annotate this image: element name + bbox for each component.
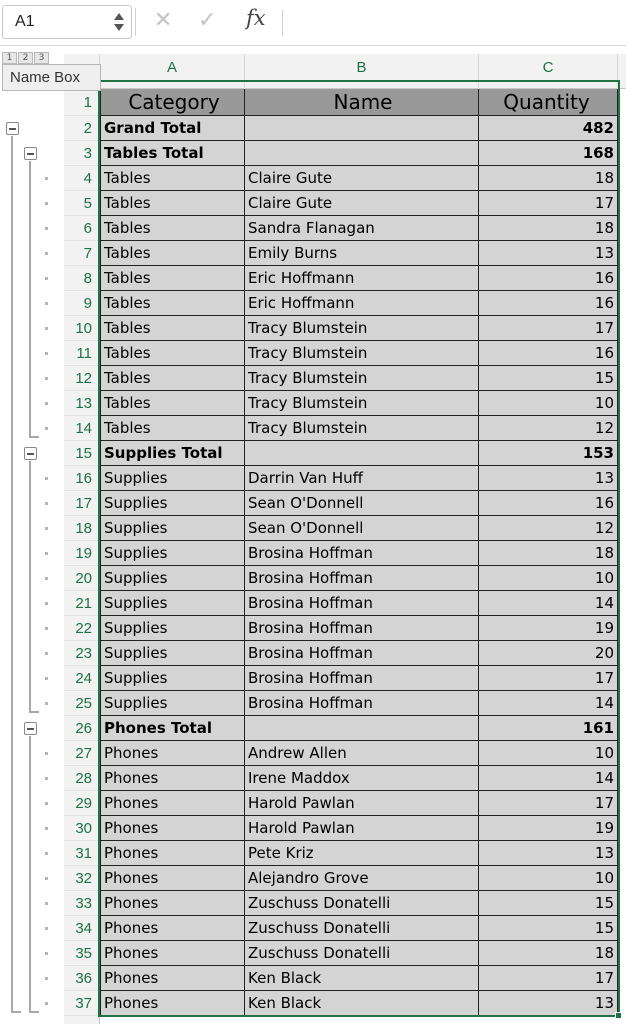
column-header-c[interactable]: C <box>479 54 618 89</box>
cell-category[interactable]: Grand Total <box>100 116 245 141</box>
cell-category[interactable]: Supplies <box>100 616 245 641</box>
table-row <box>100 641 618 666</box>
row-header-29[interactable]: 29 <box>64 791 99 816</box>
outline-detail-dot <box>45 852 48 855</box>
row-header-7[interactable]: 7 <box>64 241 99 266</box>
cell-category[interactable]: Phones <box>100 866 245 891</box>
cell-name[interactable]: Name <box>245 89 479 116</box>
cell-category[interactable]: Phones <box>100 816 245 841</box>
name-box-value: A1 <box>15 13 35 30</box>
row-header-15[interactable]: 15 <box>64 441 99 466</box>
outline-detail-dot <box>45 177 48 180</box>
row-header-17[interactable]: 17 <box>64 491 99 516</box>
table-row <box>100 816 618 841</box>
row-header-27[interactable]: 27 <box>64 741 99 766</box>
formula-bar-divider <box>135 8 136 36</box>
outline-bracket-line <box>11 136 13 1011</box>
cell-category[interactable]: Tables <box>100 191 245 216</box>
cell-quantity[interactable]: 13 <box>479 466 618 491</box>
row-headers <box>64 89 100 1024</box>
cell-name[interactable]: Brosina Hoffman <box>245 666 479 691</box>
row-header-19[interactable]: 19 <box>64 541 99 566</box>
table-row <box>100 766 618 791</box>
insert-function-icon[interactable]: fx <box>246 6 266 30</box>
outline-detail-dot <box>45 577 48 580</box>
cell-quantity[interactable]: 153 <box>479 441 618 466</box>
collapse-group-button[interactable] <box>24 447 37 460</box>
cell-name[interactable]: Zuschuss Donatelli <box>245 891 479 916</box>
header-row <box>100 89 618 116</box>
table-row <box>100 216 618 241</box>
row-header-6[interactable]: 6 <box>64 216 99 241</box>
cell-name[interactable]: Claire Gute <box>245 166 479 191</box>
cell-quantity[interactable]: 16 <box>479 291 618 316</box>
row-header-4[interactable]: 4 <box>64 166 99 191</box>
table-row <box>100 616 618 641</box>
row-header-5[interactable]: 5 <box>64 191 99 216</box>
cell-quantity[interactable]: 16 <box>479 491 618 516</box>
outline-detail-dot <box>45 702 48 705</box>
cell-category[interactable]: Tables <box>100 266 245 291</box>
table-row <box>100 266 618 291</box>
cell-category[interactable]: Tables <box>100 216 245 241</box>
cell-name[interactable]: Tracy Blumstein <box>245 416 479 441</box>
table-row <box>100 291 618 316</box>
cell-quantity[interactable]: 13 <box>479 241 618 266</box>
cell-name[interactable] <box>245 441 479 466</box>
cell-name[interactable] <box>245 716 479 741</box>
outline-detail-dot <box>45 827 48 830</box>
cell-name[interactable]: Irene Maddox <box>245 766 479 791</box>
collapse-group-button[interactable] <box>24 722 37 735</box>
row-header-25[interactable]: 25 <box>64 691 99 716</box>
column-header-b[interactable]: B <box>245 54 479 89</box>
cell-quantity[interactable]: 482 <box>479 116 618 141</box>
outline-detail-dot <box>45 752 48 755</box>
cell-category[interactable]: Phones <box>100 741 245 766</box>
table-row <box>100 241 618 266</box>
table-row <box>100 666 618 691</box>
outline-detail-dot <box>45 302 48 305</box>
table-row <box>100 891 618 916</box>
outline-detail-dot <box>45 927 48 930</box>
name-box[interactable] <box>2 5 132 39</box>
row-header-30[interactable]: 30 <box>64 816 99 841</box>
subtotal-row <box>100 116 618 141</box>
cell-quantity[interactable]: 13 <box>479 991 618 1016</box>
cell-quantity[interactable]: 15 <box>479 916 618 941</box>
cell-name[interactable]: Sean O'Donnell <box>245 516 479 541</box>
outline-detail-dot <box>45 477 48 480</box>
cell-name[interactable]: Eric Hoffmann <box>245 291 479 316</box>
cell-name[interactable]: Eric Hoffmann <box>245 266 479 291</box>
outline-detail-dot <box>45 552 48 555</box>
table-row <box>100 941 618 966</box>
cell-quantity[interactable]: 17 <box>479 666 618 691</box>
cell-name[interactable]: Emily Burns <box>245 241 479 266</box>
cell-quantity[interactable]: 16 <box>479 341 618 366</box>
cell-quantity[interactable]: 161 <box>479 716 618 741</box>
row-header-32[interactable]: 32 <box>64 866 99 891</box>
row-header-28[interactable]: 28 <box>64 766 99 791</box>
cell-category[interactable]: Supplies <box>100 566 245 591</box>
cell-quantity[interactable]: 15 <box>479 891 618 916</box>
name-box-stepper-icon[interactable] <box>113 12 125 34</box>
table-row <box>100 391 618 416</box>
outline-detail-dot <box>45 527 48 530</box>
cell-name[interactable]: Brosina Hoffman <box>245 566 479 591</box>
cell-quantity[interactable]: 10 <box>479 741 618 766</box>
cell-category[interactable]: Phones <box>100 766 245 791</box>
cell-quantity[interactable]: 13 <box>479 841 618 866</box>
outline-detail-dot <box>45 977 48 980</box>
subtotal-row <box>100 716 618 741</box>
table-row <box>100 966 618 991</box>
cell-name[interactable]: Sandra Flanagan <box>245 216 479 241</box>
cell-category[interactable]: Supplies <box>100 591 245 616</box>
cell-quantity[interactable]: 10 <box>479 391 618 416</box>
collapse-group-button[interactable] <box>24 147 37 160</box>
outline-detail-dot <box>45 677 48 680</box>
outline-detail-dot <box>45 202 48 205</box>
outline-detail-dot <box>45 377 48 380</box>
cell-category[interactable]: Category <box>100 89 245 116</box>
cell-category[interactable]: Tables Total <box>100 141 245 166</box>
cell-name[interactable]: Alejandro Grove <box>245 866 479 891</box>
row-header-16[interactable]: 16 <box>64 466 99 491</box>
subtotal-row <box>100 441 618 466</box>
cell-category[interactable]: Supplies <box>100 541 245 566</box>
table-row <box>100 191 618 216</box>
row-header-22[interactable]: 22 <box>64 616 99 641</box>
table-row <box>100 566 618 591</box>
cell-category[interactable]: Tables <box>100 366 245 391</box>
outline-detail-dot <box>45 352 48 355</box>
confirm-icon[interactable]: ✓ <box>198 8 217 33</box>
cell-name[interactable]: Brosina Hoffman <box>245 691 479 716</box>
formula-bar <box>0 0 626 46</box>
column-header-a[interactable]: A <box>100 54 245 89</box>
row-header-12[interactable]: 12 <box>64 366 99 391</box>
cell-name[interactable]: Ken Black <box>245 991 479 1016</box>
name-box-tooltip <box>2 64 101 91</box>
table-row <box>100 591 618 616</box>
spreadsheet-grid[interactable] <box>100 89 626 1024</box>
table-row <box>100 541 618 566</box>
cell-quantity[interactable]: 17 <box>479 791 618 816</box>
outline-detail-dot <box>45 227 48 230</box>
cell-category[interactable]: Supplies <box>100 691 245 716</box>
cell-quantity[interactable]: 15 <box>479 366 618 391</box>
cell-quantity[interactable]: 14 <box>479 766 618 791</box>
cell-category[interactable]: Tables <box>100 166 245 191</box>
cell-category[interactable]: Tables <box>100 416 245 441</box>
table-row <box>100 516 618 541</box>
table-row <box>100 166 618 191</box>
cell-name[interactable]: Harold Pawlan <box>245 791 479 816</box>
cell-name[interactable]: Ken Black <box>245 966 479 991</box>
outline-group-line <box>29 736 31 1011</box>
cell-quantity[interactable]: 16 <box>479 266 618 291</box>
cell-quantity[interactable]: Quantity <box>479 89 618 116</box>
outline-group-end <box>29 436 39 438</box>
cell-name[interactable]: Harold Pawlan <box>245 816 479 841</box>
cell-category[interactable]: Tables <box>100 291 245 316</box>
subtotal-row <box>100 141 618 166</box>
table-row <box>100 366 618 391</box>
outline-detail-dot <box>45 877 48 880</box>
row-header-35[interactable]: 35 <box>64 941 99 966</box>
outline-detail-dot <box>45 777 48 780</box>
cell-category[interactable]: Phones <box>100 966 245 991</box>
cell-category[interactable]: Supplies <box>100 516 245 541</box>
cell-category[interactable]: Tables <box>100 391 245 416</box>
cell-name[interactable]: Tracy Blumstein <box>245 341 479 366</box>
cell-name[interactable]: Tracy Blumstein <box>245 366 479 391</box>
cell-name[interactable]: Brosina Hoffman <box>245 616 479 641</box>
cell-name[interactable]: Brosina Hoffman <box>245 541 479 566</box>
row-header-24[interactable]: 24 <box>64 666 99 691</box>
cell-category[interactable]: Phones <box>100 891 245 916</box>
cell-name[interactable]: Brosina Hoffman <box>245 591 479 616</box>
cell-quantity[interactable]: 17 <box>479 191 618 216</box>
table-row <box>100 866 618 891</box>
cell-quantity[interactable]: 10 <box>479 566 618 591</box>
cell-category[interactable]: Supplies <box>100 641 245 666</box>
cell-name[interactable]: Zuschuss Donatelli <box>245 916 479 941</box>
row-header-11[interactable]: 11 <box>64 341 99 366</box>
outline-bracket-end <box>11 1011 21 1013</box>
cell-name[interactable] <box>245 141 479 166</box>
row-header-21[interactable]: 21 <box>64 591 99 616</box>
cell-quantity[interactable]: 10 <box>479 866 618 891</box>
cell-category[interactable]: Supplies <box>100 666 245 691</box>
cell-category[interactable]: Phones <box>100 916 245 941</box>
row-header-13[interactable]: 13 <box>64 391 99 416</box>
table-row <box>100 741 618 766</box>
outline-group-line <box>29 461 31 711</box>
cell-name[interactable]: Tracy Blumstein <box>245 391 479 416</box>
outline-detail-dot <box>45 402 48 405</box>
cell-category[interactable]: Supplies Total <box>100 441 245 466</box>
cell-quantity[interactable]: 12 <box>479 416 618 441</box>
cell-name[interactable]: Pete Kriz <box>245 841 479 866</box>
cell-quantity[interactable]: 14 <box>479 691 618 716</box>
table-row <box>100 341 618 366</box>
cell-name[interactable]: Claire Gute <box>245 191 479 216</box>
outline-detail-dot <box>45 802 48 805</box>
cell-name[interactable] <box>245 116 479 141</box>
table-row <box>100 991 618 1016</box>
cancel-icon[interactable]: ✕ <box>154 8 173 33</box>
row-header-26[interactable]: 26 <box>64 716 99 741</box>
outline-group-line <box>29 161 31 436</box>
row-header-9[interactable]: 9 <box>64 291 99 316</box>
outline-group-end <box>29 711 39 713</box>
outline-detail-dot <box>45 327 48 330</box>
table-row <box>100 316 618 341</box>
cell-name[interactable]: Tracy Blumstein <box>245 316 479 341</box>
cell-quantity[interactable]: 18 <box>479 216 618 241</box>
cell-name[interactable]: Zuschuss Donatelli <box>245 941 479 966</box>
formula-input[interactable] <box>290 6 620 40</box>
cell-quantity[interactable]: 17 <box>479 966 618 991</box>
outline-detail-dot <box>45 652 48 655</box>
outline-level-2-button[interactable]: 2 <box>18 52 33 64</box>
cell-quantity[interactable]: 18 <box>479 941 618 966</box>
row-header-10[interactable]: 10 <box>64 316 99 341</box>
outline-group-end <box>29 1011 39 1013</box>
row-header-31[interactable]: 31 <box>64 841 99 866</box>
row-header-36[interactable]: 36 <box>64 966 99 991</box>
row-header-20[interactable]: 20 <box>64 566 99 591</box>
row-header-1[interactable]: 1 <box>64 89 99 116</box>
outline-level-3-button[interactable]: 3 <box>34 52 49 64</box>
row-header-23[interactable]: 23 <box>64 641 99 666</box>
cell-category[interactable]: Phones <box>100 941 245 966</box>
cell-quantity[interactable]: 19 <box>479 816 618 841</box>
outline-detail-dot <box>45 502 48 505</box>
table-row <box>100 841 618 866</box>
cell-category[interactable]: Tables <box>100 316 245 341</box>
cell-quantity[interactable]: 14 <box>479 591 618 616</box>
table-row <box>100 416 618 441</box>
cell-quantity[interactable]: 20 <box>479 641 618 666</box>
cell-quantity[interactable]: 19 <box>479 616 618 641</box>
tooltip-text: Name Box <box>10 69 81 86</box>
table-row <box>100 466 618 491</box>
outline-detail-dot <box>45 902 48 905</box>
table-row <box>100 791 618 816</box>
row-header-18[interactable]: 18 <box>64 516 99 541</box>
cell-category[interactable]: Phones <box>100 791 245 816</box>
cell-category[interactable]: Supplies <box>100 466 245 491</box>
row-header-14[interactable]: 14 <box>64 416 99 441</box>
cell-quantity[interactable]: 18 <box>479 166 618 191</box>
outline-detail-dot <box>45 1002 48 1005</box>
row-header-34[interactable]: 34 <box>64 916 99 941</box>
table-row <box>100 691 618 716</box>
outline-gutter <box>0 89 64 1024</box>
row-header-3[interactable]: 3 <box>64 141 99 166</box>
row-header-37[interactable]: 37 <box>64 991 99 1016</box>
table-row <box>100 491 618 516</box>
outline-detail-dot <box>45 277 48 280</box>
row-header-8[interactable]: 8 <box>64 266 99 291</box>
fill-handle[interactable] <box>615 1012 622 1019</box>
cell-quantity[interactable]: 168 <box>479 141 618 166</box>
cell-category[interactable]: Tables <box>100 341 245 366</box>
row-header-33[interactable]: 33 <box>64 891 99 916</box>
cell-name[interactable]: Andrew Allen <box>245 741 479 766</box>
cell-name[interactable]: Sean O'Donnell <box>245 491 479 516</box>
outline-detail-dot <box>45 627 48 630</box>
collapse-grand-total-button[interactable] <box>6 122 19 135</box>
outline-level-1-button[interactable]: 1 <box>2 52 17 64</box>
outline-detail-dot <box>45 252 48 255</box>
cell-category[interactable]: Phones <box>100 841 245 866</box>
row-header-2[interactable]: 2 <box>64 116 99 141</box>
cell-category[interactable]: Phones Total <box>100 716 245 741</box>
cell-name[interactable]: Brosina Hoffman <box>245 641 479 666</box>
cell-category[interactable]: Tables <box>100 241 245 266</box>
cell-category[interactable]: Supplies <box>100 491 245 516</box>
cell-name[interactable]: Darrin Van Huff <box>245 466 479 491</box>
outline-detail-dot <box>45 952 48 955</box>
column-header-row <box>64 54 626 89</box>
cell-quantity[interactable]: 17 <box>479 316 618 341</box>
cell-category[interactable]: Phones <box>100 991 245 1016</box>
outline-detail-dot <box>45 602 48 605</box>
cell-quantity[interactable]: 12 <box>479 516 618 541</box>
table-row <box>100 916 618 941</box>
formula-bar-divider <box>282 10 283 36</box>
outline-level-buttons <box>0 52 64 64</box>
cell-quantity[interactable]: 18 <box>479 541 618 566</box>
outline-detail-dot <box>45 427 48 430</box>
